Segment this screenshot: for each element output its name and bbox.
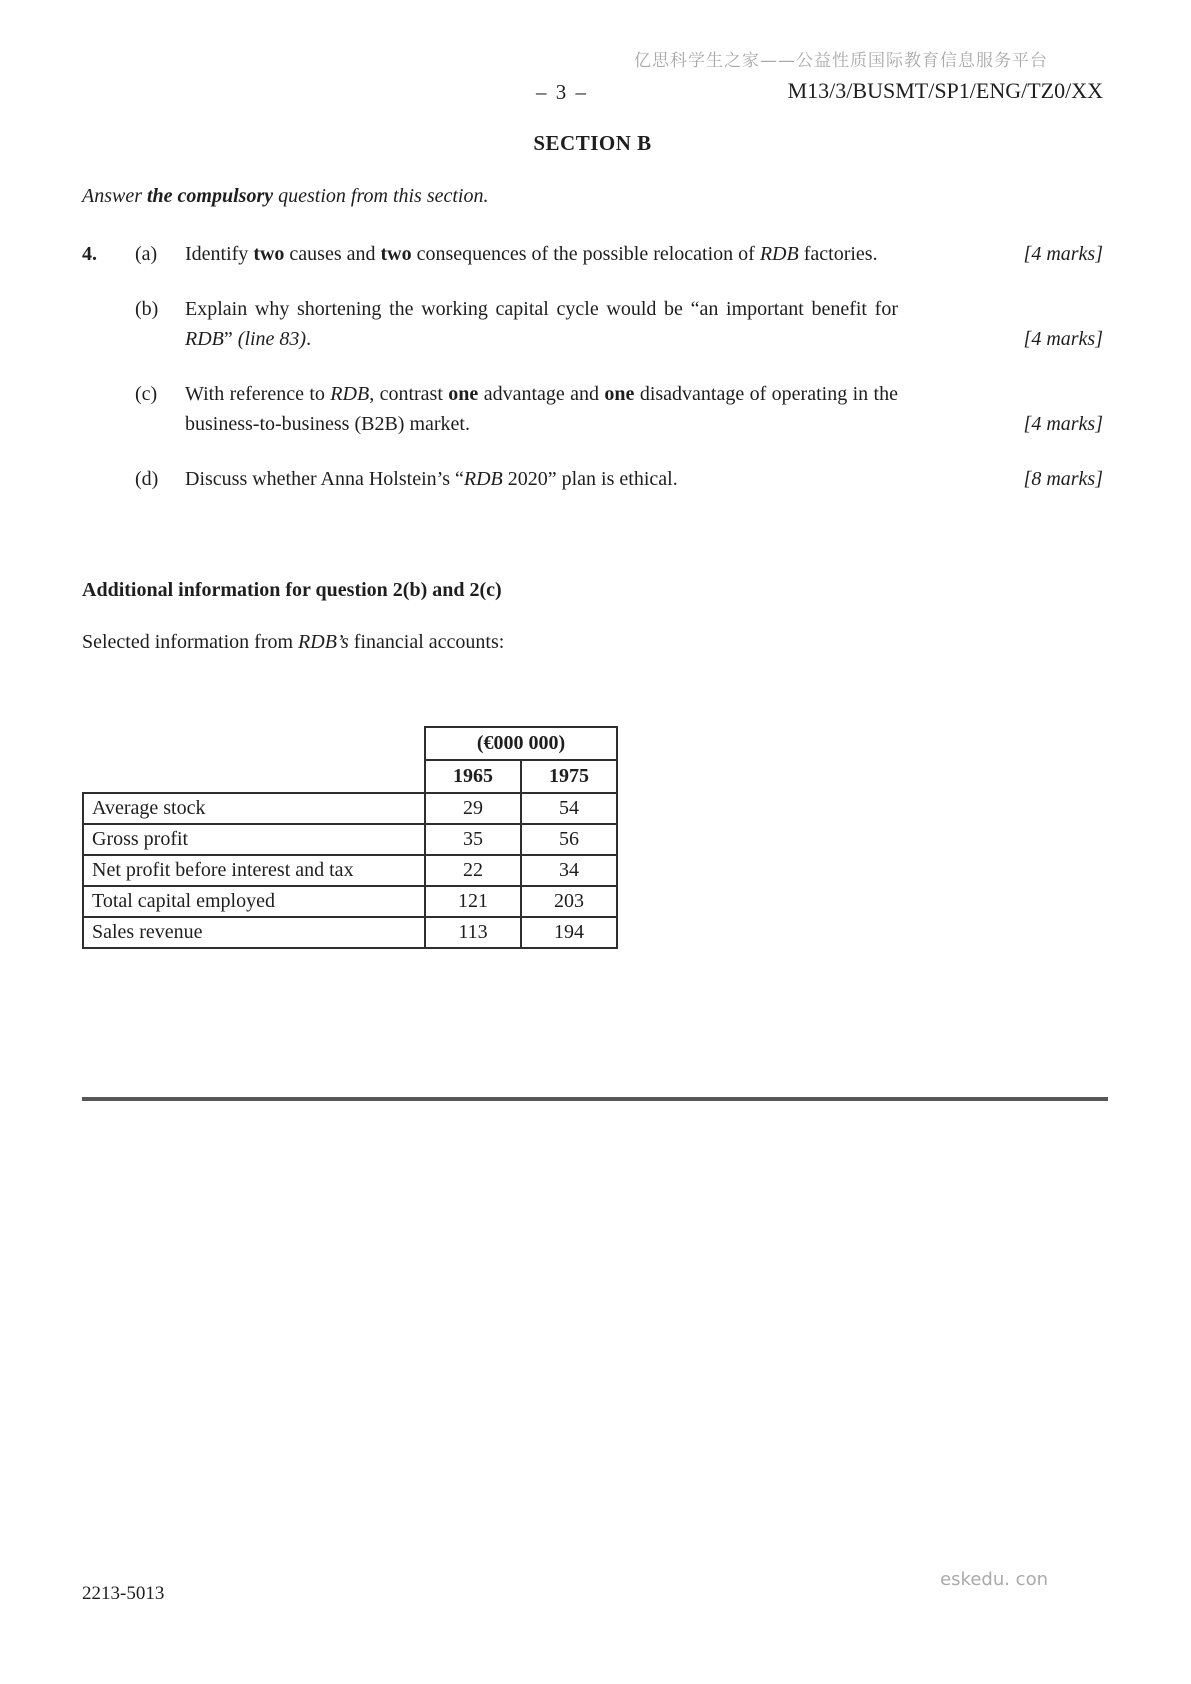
- table-row: [83, 886, 617, 917]
- part-letter: (c): [135, 383, 158, 405]
- table-unit-header: (€000 000): [425, 727, 617, 760]
- question-number: [82, 464, 135, 494]
- financial-accounts-table: [82, 726, 618, 949]
- table-year-1965: 1965: [425, 760, 521, 793]
- row-value: 29: [425, 793, 521, 824]
- section-instruction: Answer the compulsory question from this section.: [82, 185, 489, 207]
- table-blank-cell: [83, 727, 425, 760]
- table-intro: Selected information from RDB’s financial accounts:: [82, 631, 505, 653]
- row-label: Sales revenue: [83, 917, 425, 948]
- part-text: Explain why shortening the working capital cycle would be “an important benefit for RDB” (line 83).: [185, 298, 898, 350]
- marks-label: [4 marks]: [1023, 413, 1103, 435]
- additional-info-heading: Additional information for question 2(b) and 2(c): [82, 579, 502, 601]
- row-value: 113: [425, 917, 521, 948]
- part-text: Identify two causes and two consequences of the possible relocation of RDB factories.: [185, 243, 878, 265]
- question-number: [82, 294, 135, 354]
- table-year-row: [83, 760, 617, 793]
- question-number: [82, 379, 135, 439]
- paper-code: M13/3/BUSMT/SP1/ENG/TZ0/XX: [787, 78, 1103, 103]
- row-value: 56: [521, 824, 617, 855]
- row-label: Gross profit: [83, 824, 425, 855]
- part-letter: (a): [135, 243, 158, 265]
- table-row: [83, 917, 617, 948]
- row-value: 22: [425, 855, 521, 886]
- question-part-d: [82, 464, 1103, 494]
- page-content: [82, 0, 1103, 949]
- row-label: Average stock: [83, 793, 425, 824]
- table-year-1975: 1975: [521, 760, 617, 793]
- section-title: SECTION B: [533, 131, 652, 155]
- row-value: 203: [521, 886, 617, 917]
- row-label: Total capital employed: [83, 886, 425, 917]
- question-part-c: [82, 379, 1103, 439]
- table-row: [83, 793, 617, 824]
- row-value: 35: [425, 824, 521, 855]
- question-part-a: [82, 239, 1103, 269]
- question-part-b: [82, 294, 1103, 354]
- row-value: 54: [521, 793, 617, 824]
- part-text: With reference to RDB, contrast one advantage and one disadvantage of operating in the business-to-business (B2B) market.: [185, 383, 898, 435]
- question-number: 4.: [82, 243, 97, 265]
- question-4: [82, 239, 1103, 494]
- part-letter: (b): [135, 298, 159, 320]
- marks-label: [8 marks]: [1023, 468, 1103, 490]
- page-number: – 3 –: [536, 80, 588, 104]
- table-blank-cell: [83, 760, 425, 793]
- marks-label: [4 marks]: [1023, 328, 1103, 350]
- table-row: [83, 855, 617, 886]
- row-label: Net profit before interest and tax: [83, 855, 425, 886]
- table-unit-row: [83, 727, 617, 760]
- part-letter: (d): [135, 468, 159, 490]
- paper-reference-number: 2213-5013: [82, 1583, 165, 1604]
- site-watermark: eskedu. con: [940, 1569, 1048, 1590]
- marks-label: [4 marks]: [1023, 243, 1103, 265]
- row-value: 121: [425, 886, 521, 917]
- horizontal-divider: [82, 1097, 1108, 1101]
- row-value: 194: [521, 917, 617, 948]
- part-text: Discuss whether Anna Holstein’s “RDB 2020” plan is ethical.: [185, 468, 678, 490]
- table-row: [83, 824, 617, 855]
- row-value: 34: [521, 855, 617, 886]
- watermark-text: 亿思科学生之家——公益性质国际教育信息服务平台: [634, 51, 1048, 71]
